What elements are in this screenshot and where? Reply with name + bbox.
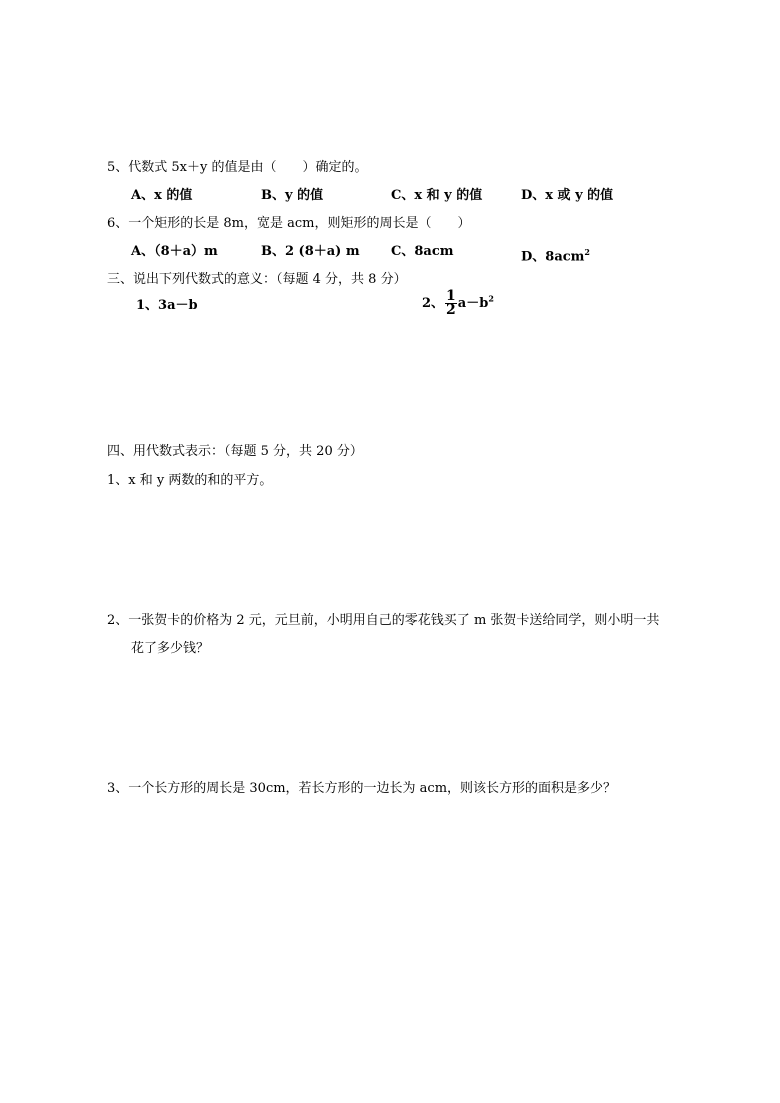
q6-option-d: D、8acm$^2$ [521, 247, 590, 265]
q5-option-d: D、x 或 y 的值 [521, 188, 614, 203]
section-3-item-1: 1、3a－b [136, 298, 198, 313]
section-3-item-2-prefix: 2、 [422, 296, 445, 311]
section-4-question-3: 3、一个长方形的周长是 30cm，若长方形的一边长为 acm，则该长方形的面积是多少？ [107, 781, 617, 796]
q6-option-b: B、2 (8＋a) m [261, 244, 360, 259]
section-3-item-2 [422, 290, 494, 317]
fraction-one-half: $\frac{1}{2}$ [446, 288, 456, 318]
section-4-question-1: 1、x 和 y 两数的和的平方。 [107, 473, 273, 488]
section-4-heading: 四、用代数式表示：（每题 5 分，共 20 分） [107, 444, 363, 459]
section-3-item-2-exponent: 2 [488, 293, 494, 304]
question-6-text: 6、一个矩形的长是 8m，宽是 acm，则矩形的周长是（ ） [107, 216, 471, 231]
section-4-question-2-line-2: 花了多少钱？ [131, 641, 210, 656]
section-3-item-2-expression: a－b [457, 296, 489, 311]
section-4-question-2-line-1: 2、一张贺卡的价格为 2 元，元旦前，小明用自己的零花钱买了 m 张贺卡送给同学，则小明一共 [107, 613, 660, 628]
question-5-text: 5、代数式 5x＋y 的值是由（ ）确定的。 [107, 160, 368, 175]
section-3-heading: 三、说出下列代数式的意义：（每题 4 分，共 8 分） [107, 272, 407, 287]
q5-option-b: B、y 的值 [261, 188, 324, 203]
q6-option-d-exponent: 2 [584, 247, 590, 257]
q5-option-a: A、x 的值 [131, 188, 193, 203]
q5-option-c: C、x 和 y 的值 [391, 188, 483, 203]
q6-option-c: C、8acm [391, 244, 454, 259]
q6-option-a: A、（8＋a）m [131, 244, 218, 259]
